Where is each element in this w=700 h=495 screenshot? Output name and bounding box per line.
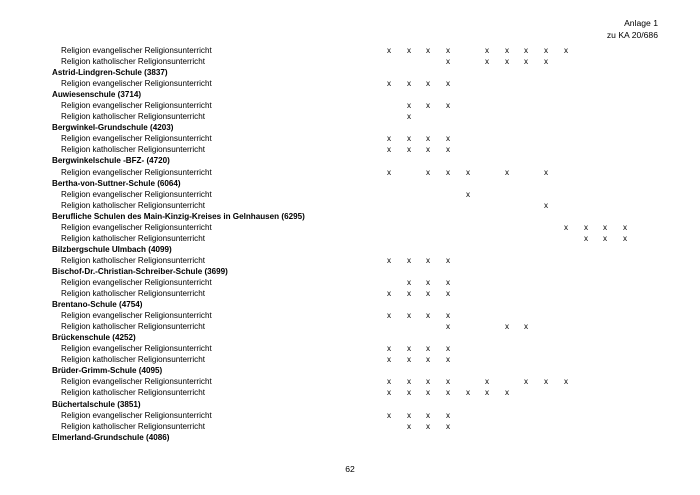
school-heading-row	[0, 155, 700, 166]
offer-mark: x	[445, 101, 451, 111]
subject-label: Religion katholischer Religionsunterricht	[61, 200, 205, 210]
offer-mark: x	[406, 421, 412, 431]
offer-mark: x	[386, 410, 392, 420]
school-subject-table	[0, 45, 700, 443]
school-name: Brüder-Grimm-Schule (4095)	[52, 366, 163, 376]
offer-mark: x	[425, 355, 431, 365]
subject-row	[0, 200, 700, 211]
subject-label: Religion katholischer Religionsunterricht	[61, 322, 205, 332]
offer-mark: x	[523, 322, 529, 332]
school-heading-row	[0, 332, 700, 343]
subject-label: Religion evangelischer Religionsunterricht	[61, 277, 212, 287]
annex-header	[607, 17, 658, 41]
school-heading-row	[0, 122, 700, 133]
offer-mark: x	[622, 233, 628, 243]
school-heading-row	[0, 244, 700, 255]
school-name: Auwiesenschule (3714)	[52, 90, 142, 100]
subject-row	[0, 376, 700, 387]
school-name: Elmerland-Grundschule (4086)	[52, 432, 170, 442]
subject-row	[0, 354, 700, 365]
subject-row	[0, 421, 700, 432]
offer-mark: x	[425, 377, 431, 387]
subject-row	[0, 144, 700, 155]
offer-mark: x	[583, 233, 589, 243]
offer-mark: x	[602, 222, 608, 232]
school-heading-row	[0, 299, 700, 310]
offer-mark: x	[386, 145, 392, 155]
school-heading-row	[0, 67, 700, 78]
offer-mark: x	[425, 388, 431, 398]
subject-row	[0, 277, 700, 288]
document-reference: zu KA 20/686	[606, 30, 658, 40]
offer-mark: x	[406, 134, 412, 144]
offer-mark: x	[445, 167, 451, 177]
school-name: Berufliche Schulen des Main-Kinzig-Kreises in Gelnhausen (6295)	[52, 211, 305, 221]
school-name: Brentano-Schule (4754)	[52, 300, 143, 310]
subject-label: Religion evangelischer Religionsunterricht	[61, 377, 212, 387]
subject-label: Religion katholischer Religionsunterricht	[61, 255, 205, 265]
subject-row	[0, 56, 700, 67]
subject-row	[0, 343, 700, 354]
school-name: Brückenschule (4252)	[52, 333, 136, 343]
offer-mark: x	[406, 344, 412, 354]
subject-label: Religion katholischer Religionsunterricht	[61, 112, 205, 122]
offer-mark: x	[406, 388, 412, 398]
subject-row	[0, 233, 700, 244]
subject-row	[0, 100, 700, 111]
subject-row	[0, 387, 700, 398]
school-name: Bischof-Dr.-Christian-Schreiber-Schule (3699)	[52, 266, 228, 276]
offer-mark: x	[425, 311, 431, 321]
offer-mark: x	[425, 101, 431, 111]
school-name: Büchertalschule (3851)	[52, 399, 141, 409]
subject-row	[0, 133, 700, 144]
subject-label: Religion katholischer Religionsunterricht	[61, 145, 205, 155]
offer-mark: x	[406, 311, 412, 321]
offer-mark: x	[406, 101, 412, 111]
offer-mark: x	[386, 388, 392, 398]
subject-label: Religion katholischer Religionsunterricht	[61, 421, 205, 431]
subject-label: Religion evangelischer Religionsunterricht	[61, 410, 212, 420]
offer-mark: x	[523, 57, 529, 67]
offer-mark: x	[425, 145, 431, 155]
offer-mark: x	[425, 79, 431, 89]
offer-mark: x	[465, 167, 471, 177]
offer-mark: x	[386, 255, 392, 265]
subject-label: Religion evangelischer Religionsunterricht	[61, 101, 212, 111]
subject-label: Religion evangelischer Religionsunterricht	[61, 222, 212, 232]
offer-mark: x	[445, 79, 451, 89]
offer-mark: x	[445, 311, 451, 321]
subject-row	[0, 255, 700, 266]
school-name: Bertha-von-Suttner-Schule (6064)	[52, 178, 181, 188]
subject-row	[0, 111, 700, 122]
offer-mark: x	[425, 255, 431, 265]
offer-mark: x	[523, 46, 529, 55]
school-heading-row	[0, 178, 700, 189]
offer-mark: x	[406, 377, 412, 387]
offer-mark: x	[445, 388, 451, 398]
school-heading-row	[0, 399, 700, 410]
offer-mark: x	[386, 46, 392, 55]
offer-mark: x	[406, 355, 412, 365]
school-name: Bilzbergschule Ulmbach (4099)	[52, 244, 172, 254]
offer-mark: x	[445, 255, 451, 265]
offer-mark: x	[543, 57, 549, 67]
subject-row	[0, 45, 700, 56]
school-heading-row	[0, 89, 700, 100]
subject-row	[0, 189, 700, 200]
offer-mark: x	[386, 355, 392, 365]
offer-mark: x	[445, 344, 451, 354]
offer-mark: x	[386, 289, 392, 299]
offer-mark: x	[563, 377, 569, 387]
offer-mark: x	[386, 311, 392, 321]
offer-mark: x	[602, 233, 608, 243]
annex-label: Anlage 1	[624, 18, 658, 28]
school-heading-row	[0, 266, 700, 277]
school-heading-row	[0, 211, 700, 222]
subject-label: Religion katholischer Religionsunterricht	[61, 57, 205, 67]
subject-row	[0, 410, 700, 421]
school-name: Bergwinkelschule -BFZ- (4720)	[52, 156, 170, 166]
offer-mark: x	[445, 57, 451, 67]
subject-label: Religion evangelischer Religionsunterricht	[61, 79, 212, 89]
offer-mark: x	[386, 377, 392, 387]
school-heading-row	[0, 432, 700, 443]
offer-mark: x	[563, 46, 569, 55]
offer-mark: x	[406, 277, 412, 287]
subject-row	[0, 167, 700, 178]
subject-label: Religion katholischer Religionsunterricht	[61, 289, 205, 299]
subject-row	[0, 321, 700, 332]
offer-mark: x	[386, 134, 392, 144]
offer-mark: x	[386, 167, 392, 177]
subject-label: Religion evangelischer Religionsunterricht	[61, 134, 212, 144]
offer-mark: x	[445, 134, 451, 144]
offer-mark: x	[465, 189, 471, 199]
offer-mark: x	[484, 377, 490, 387]
subject-label: Religion katholischer Religionsunterricht	[61, 233, 205, 243]
offer-mark: x	[406, 112, 412, 122]
offer-mark: x	[484, 46, 490, 55]
offer-mark: x	[504, 167, 510, 177]
school-name: Bergwinkel-Grundschule (4203)	[52, 123, 174, 133]
offer-mark: x	[484, 57, 490, 67]
offer-mark: x	[465, 388, 471, 398]
subject-label: Religion evangelischer Religionsunterricht	[61, 311, 212, 321]
offer-mark: x	[484, 388, 490, 398]
offer-mark: x	[543, 46, 549, 55]
offer-mark: x	[583, 222, 589, 232]
page-number: 62	[345, 464, 355, 474]
offer-mark: x	[504, 46, 510, 55]
school-heading-row	[0, 365, 700, 376]
offer-mark: x	[523, 377, 529, 387]
offer-mark: x	[445, 377, 451, 387]
offer-mark: x	[445, 46, 451, 55]
offer-mark: x	[425, 410, 431, 420]
subject-label: Religion katholischer Religionsunterricht	[61, 355, 205, 365]
offer-mark: x	[445, 289, 451, 299]
offer-mark: x	[504, 57, 510, 67]
subject-row	[0, 78, 700, 89]
subject-label: Religion evangelischer Religionsunterricht	[61, 46, 212, 55]
offer-mark: x	[563, 222, 569, 232]
offer-mark: x	[406, 289, 412, 299]
subject-label: Religion katholischer Religionsunterricht	[61, 388, 205, 398]
offer-mark: x	[386, 79, 392, 89]
offer-mark: x	[406, 410, 412, 420]
offer-mark: x	[425, 167, 431, 177]
subject-row	[0, 288, 700, 299]
offer-mark: x	[445, 410, 451, 420]
offer-mark: x	[406, 145, 412, 155]
offer-mark: x	[543, 377, 549, 387]
offer-mark: x	[543, 200, 549, 210]
offer-mark: x	[425, 344, 431, 354]
offer-mark: x	[425, 46, 431, 55]
offer-mark: x	[445, 277, 451, 287]
subject-label: Religion evangelischer Religionsunterricht	[61, 344, 212, 354]
offer-mark: x	[622, 222, 628, 232]
subject-label: Religion evangelischer Religionsunterricht	[61, 189, 212, 199]
offer-mark: x	[445, 355, 451, 365]
offer-mark: x	[445, 145, 451, 155]
offer-mark: x	[425, 289, 431, 299]
subject-row	[0, 310, 700, 321]
offer-mark: x	[406, 46, 412, 55]
school-name: Astrid-Lindgren-Schule (3837)	[52, 68, 168, 78]
offer-mark: x	[386, 344, 392, 354]
offer-mark: x	[425, 277, 431, 287]
subject-label: Religion evangelischer Religionsunterricht	[61, 167, 212, 177]
offer-mark: x	[406, 255, 412, 265]
offer-mark: x	[504, 322, 510, 332]
offer-mark: x	[445, 421, 451, 431]
offer-mark: x	[406, 79, 412, 89]
offer-mark: x	[425, 421, 431, 431]
subject-row	[0, 222, 700, 233]
offer-mark: x	[543, 167, 549, 177]
offer-mark: x	[425, 134, 431, 144]
offer-mark: x	[504, 388, 510, 398]
offer-mark: x	[445, 322, 451, 332]
